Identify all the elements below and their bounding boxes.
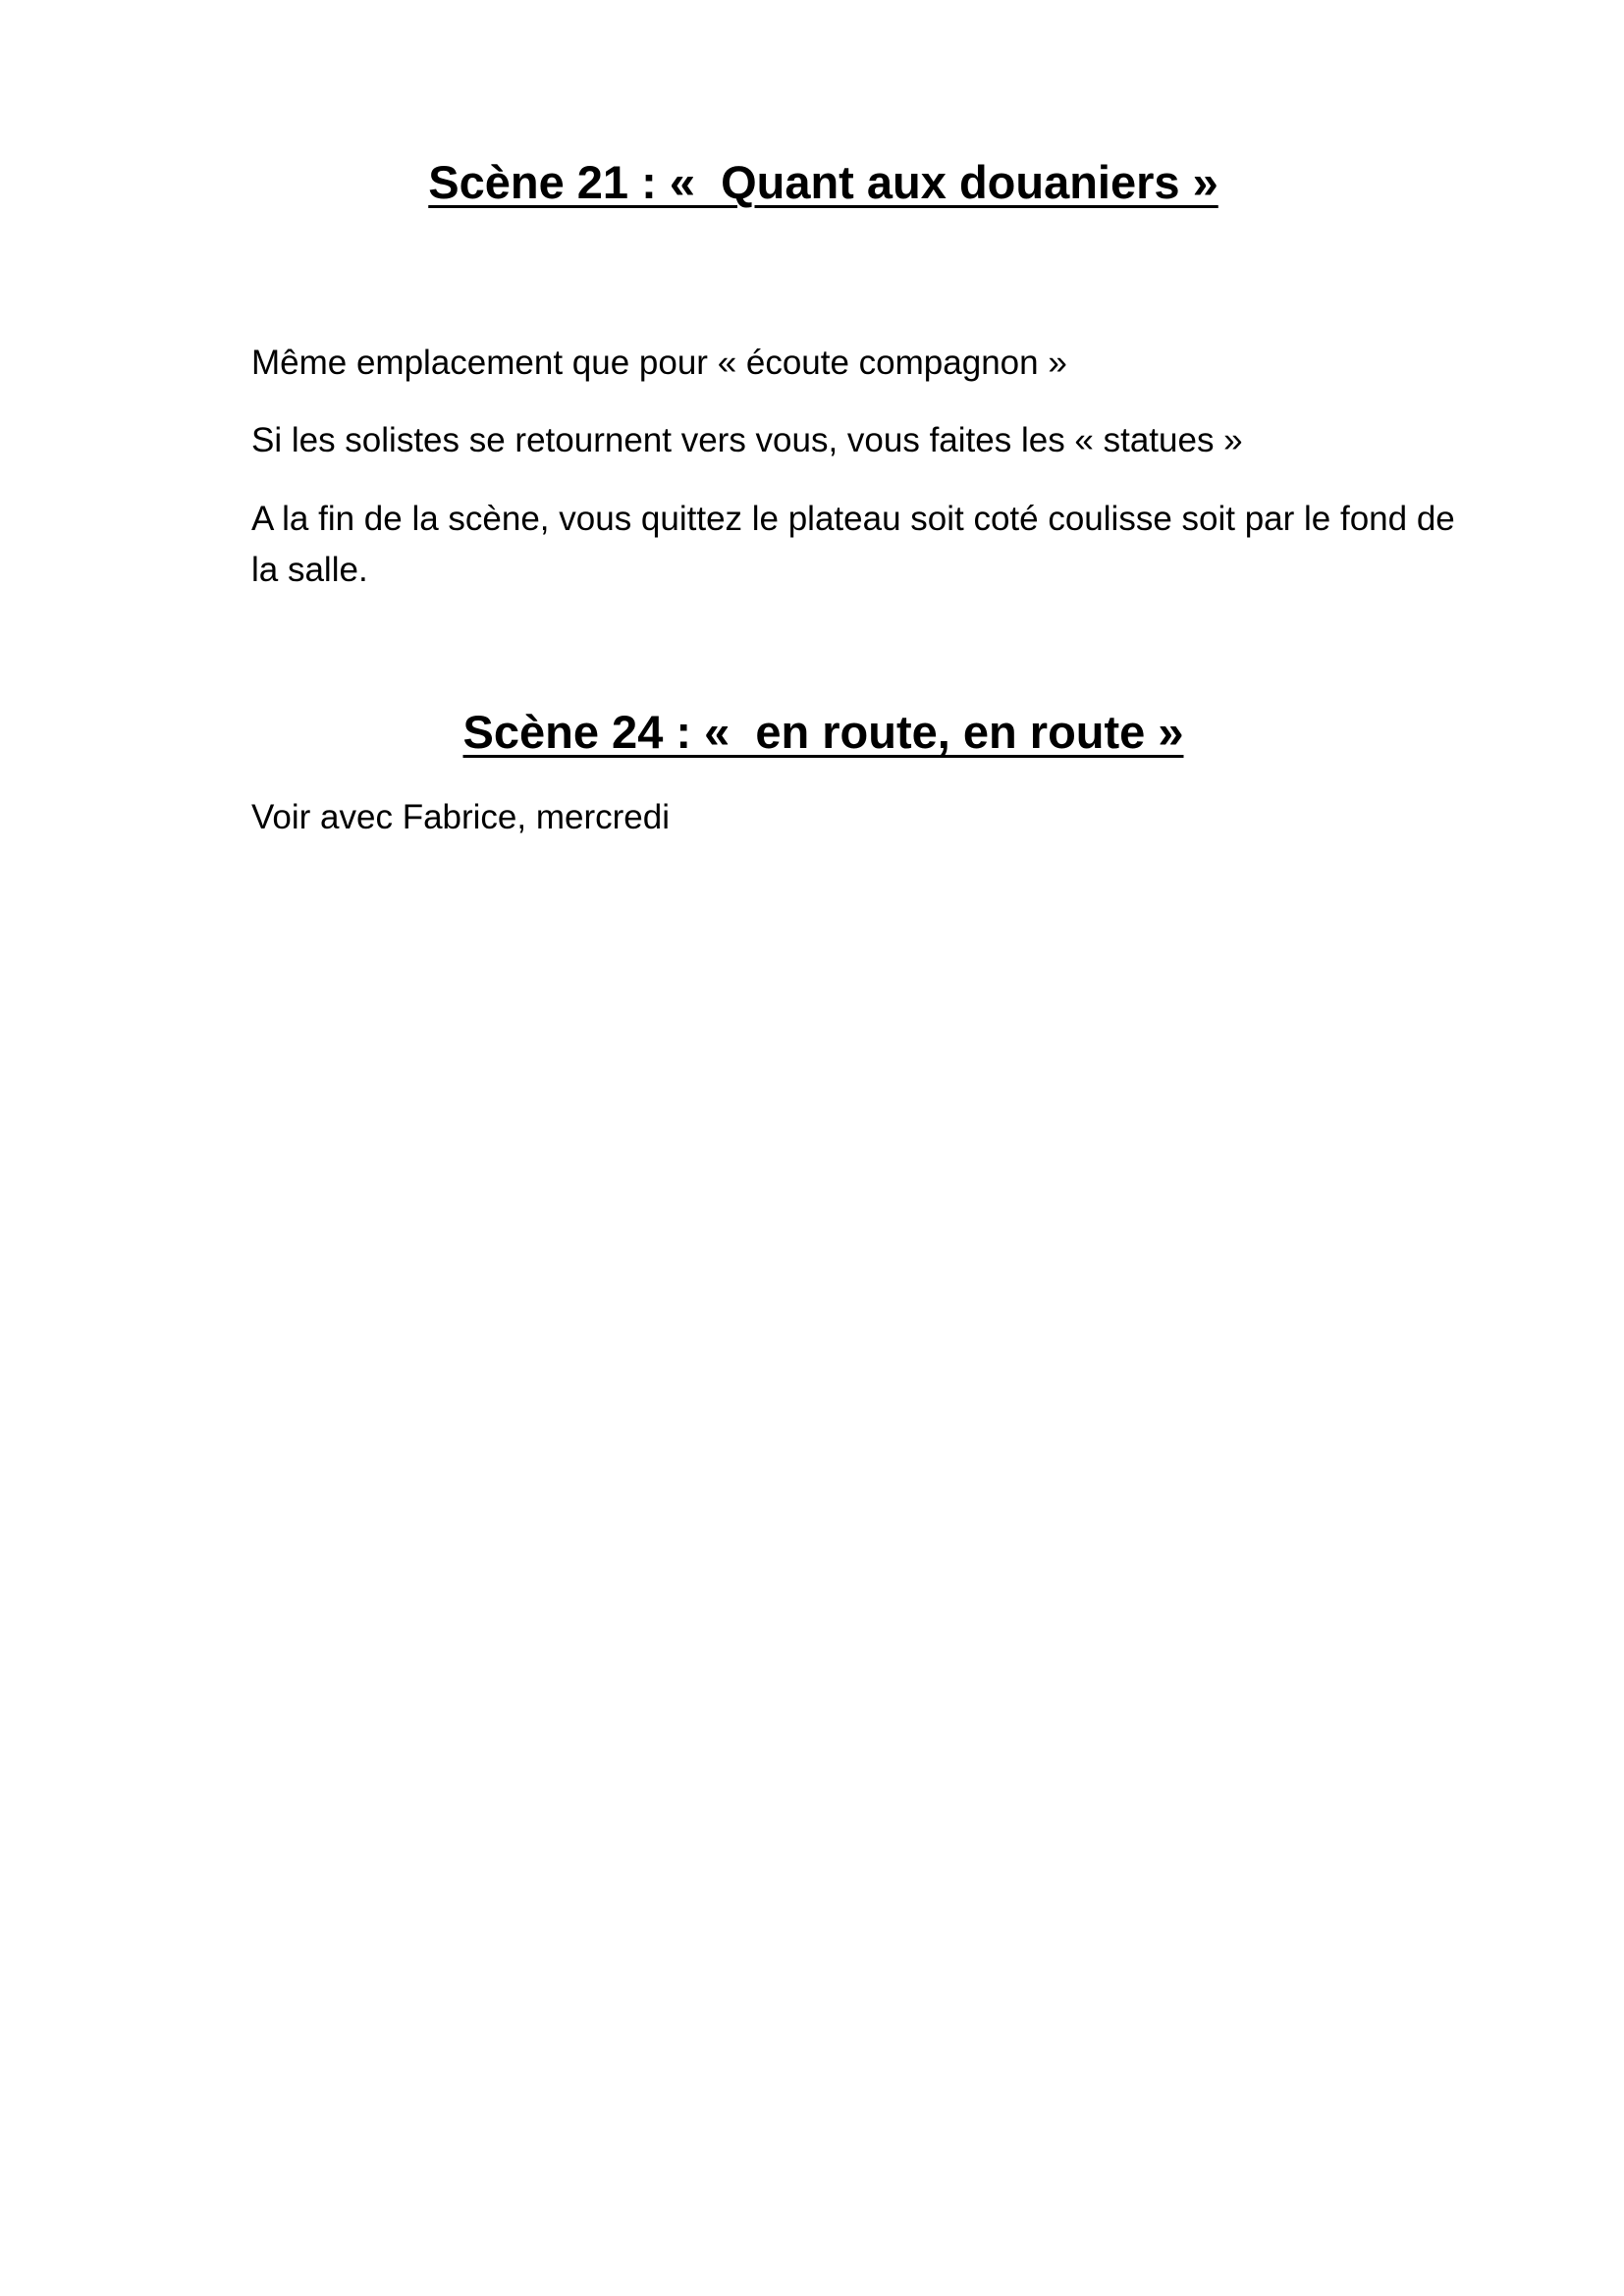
paragraph-placement: Même emplacement que pour « écoute compagnon » xyxy=(251,344,1067,382)
paragraph-exit: A la fin de la scène, vous quittez le plateau soit coté coulisse soit par le fond de la salle. xyxy=(251,500,1455,589)
section-heading-scene-24: Scène 24 : « en route, en route » xyxy=(462,706,1184,758)
paragraph-statues: Si les solistes se retournent vers vous, vous faites les « statues » xyxy=(251,421,1243,459)
section-heading-scene-21: Scène 21 : « Quant aux douaniers » xyxy=(428,156,1218,208)
paragraph-see-fabrice: Voir avec Fabrice, mercredi xyxy=(251,798,670,836)
